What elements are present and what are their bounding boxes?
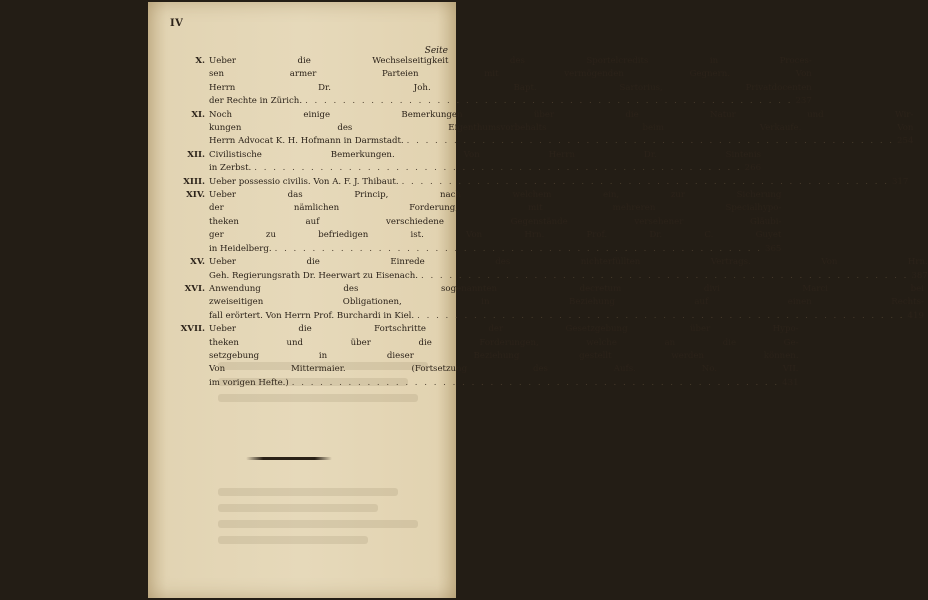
show-through-text [218,536,368,544]
show-through-text [218,504,378,512]
page-number: IV [170,18,184,29]
entry-line: Ueber das Princip, nach welchem ein, zur Sicherung [209,190,782,201]
toc-entry [168,109,914,149]
entry-line [209,162,761,175]
entry-title [209,149,761,176]
dot-leader [305,95,792,108]
entry-line: Ueber die Fortschritte der Gesetzgebung über Hypo- [209,324,799,335]
dot-leader [254,162,741,175]
toc-entry [168,256,928,283]
toc-entry [168,149,762,176]
entry-line: sen armer Parteien mit vermögenden Gegnern. Von [209,69,812,80]
entry-line-text: fall erörtert. Von Herrn Prof. Burchardi in Kiel. [209,310,415,321]
page-column-header: Seite [424,46,448,56]
entry-page-number: 431 [782,377,799,388]
toc-entry [168,176,909,189]
entry-number: XIII. [183,176,205,187]
entry-line: der nämlichen Forderung, mit mehreren Specialhypo- [209,203,782,214]
dot-leader [402,176,889,189]
entry-line [209,243,781,256]
entry-line: kungen des Eigenthumsvorbehalts beim Verkaufe. Von [209,123,914,134]
entry-page-number: 365 [764,243,782,254]
entry-line: Von Mittermaier. (Fortsetzung des Aufs. No. VII. [209,364,799,375]
entry-line: theken und über die Forderungen, welche an die Ge- [209,337,799,348]
book-page [148,2,928,598]
dot-leader [275,243,762,256]
entry-page-number: 317 [891,176,909,187]
entry-line: Ueber die Wechselseitigkeit des Sportelcredits in Proces- [209,56,812,66]
entry-page-number: 254 [897,136,914,147]
entry-page-number: 266 [744,163,762,174]
entry-number: XVII. [180,324,205,335]
entry-line: Civilistische Bemerkungen. Von Herrn Dr. Sintenis [209,149,762,160]
entry-number: XII. [187,149,205,160]
show-through-text [218,520,418,528]
entry-title [209,109,913,149]
toc-entry [168,55,812,109]
entry-line: Noch einige Bemerkungen über die Natur und Wir- [209,109,914,120]
entry-title [209,189,781,256]
entry-number: XV. [190,257,205,268]
show-through-text [218,394,418,402]
entry-line: theken auf verschiedene Gegenstände versehener Gläubi- [209,216,782,227]
show-through-text [218,378,408,386]
entry-title [209,256,928,283]
entry-line-text: Ueber possessio civilis. Von A. F. J. Thibaut. [209,176,399,187]
entry-line: Herrn Dr. Joh. Bapt. Sartorius, Privatdocenten [209,82,812,93]
entry-line-text: in Zerbst. [209,163,252,174]
entry-number: XIV. [186,190,205,201]
toc-entry [168,189,782,256]
show-through-text [218,488,398,496]
entry-line [209,95,812,108]
entry-line: Anwendung des sogenannten decretum divi Marci bei [209,283,924,294]
entry-title [209,283,924,323]
entry-title [209,55,812,109]
entry-number: XI. [191,109,205,120]
entry-line [209,270,928,283]
ornamental-divider [246,457,332,460]
dot-leader [421,270,908,283]
entry-line-text: Geh. Regierungsrath Dr. Heerwart zu Eisenach. [209,270,418,281]
entry-line: ger zu befriedigen ist. Von Hrn. Prof. Dr. C. Guyet [209,230,782,241]
entry-line [209,135,913,148]
entry-number: X. [195,56,205,66]
entry-title [209,176,908,189]
entry-page-number: 419 [907,310,924,321]
entry-line: zweiseitigen Obligationen, in Beziehung auf einen Rechts- [209,297,924,308]
table-of-contents [168,55,928,390]
entry-number: XVI. [184,283,205,294]
entry-page-number: 387 [911,270,928,281]
toc-entry [168,283,924,323]
entry-line-text: in Heidelberg. [209,243,272,254]
entry-line-text: im vorigen Hefte.) [209,377,289,388]
entry-line-text: Herrn Advocat K. H. Hofmann in Darmstadt. [209,136,404,147]
dot-leader [417,310,904,323]
dot-leader [407,135,894,148]
entry-line: setzgebung in dieser Beziehung gestellt werden können. [209,350,799,361]
entry-line: Ueber die Einrede des nichterfüllten Vertrags. Von Hrn. [209,257,928,268]
show-through-text [218,362,428,370]
entry-page-number: 237 [795,96,812,107]
entry-line-text: der Rechte in Zürich. [209,96,303,107]
entry-line [209,310,924,323]
entry-line [209,176,908,189]
